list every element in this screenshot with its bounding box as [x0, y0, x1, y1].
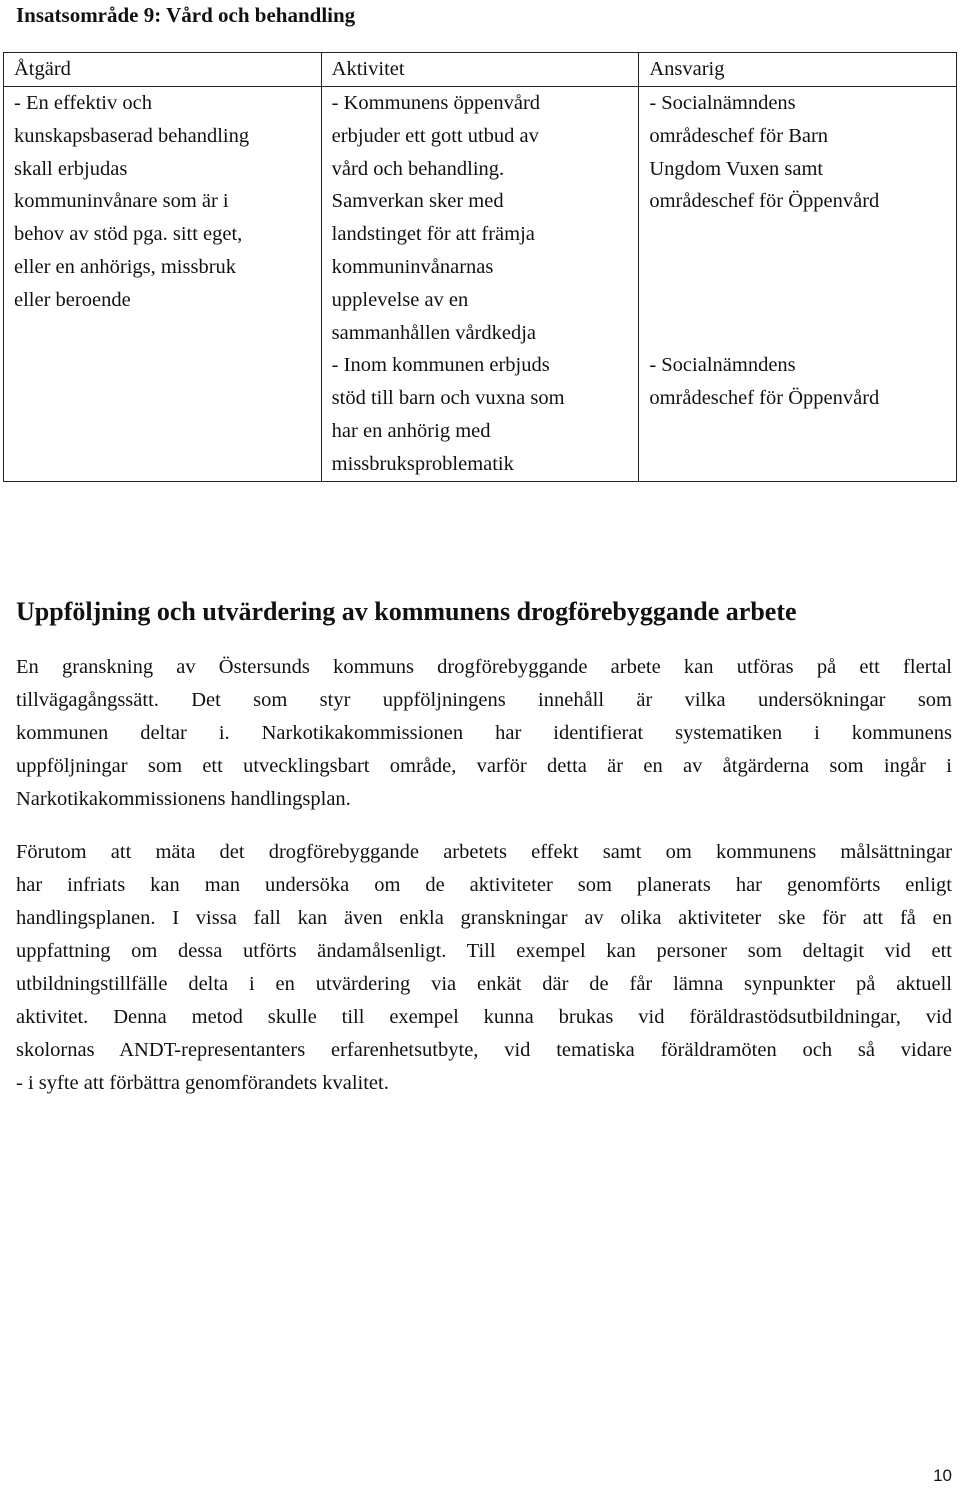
cell-ansvarig: [639, 87, 957, 482]
cell-line: Samverkan sker med: [331, 190, 504, 213]
cell-line: områdeschef för Barn: [649, 124, 829, 147]
paragraph-line: handlingsplanen. I vissa fall kan även enkla granskningar av olika aktiviteter ske för att få en: [16, 907, 952, 929]
paragraph-line: tillvägagångssätt. Det som styr uppföljningens innehåll är vilka undersökningar som: [16, 689, 952, 711]
cell-line: skall erbjudas: [14, 157, 128, 180]
page-number: 10: [933, 1466, 952, 1485]
paragraph-line: har infriats kan man undersöka om de aktiviteter som planerats har genomförts enligt: [16, 874, 952, 896]
cell-line: kommuninvånare som är i: [14, 190, 229, 213]
cell-line: kunskapsbaserad behandling: [14, 124, 250, 147]
paragraph-line: En granskning av Östersunds kommuns drogförebyggande arbete kan utföras på ett flertal: [16, 656, 952, 678]
section-title: Insatsområde 9: Vård och behandling: [16, 3, 356, 27]
cell-line: kommuninvånarnas: [331, 255, 494, 278]
paragraph-line: Förutom att mäta det drogförebyggande arbetets effekt samt om kommunens målsättningar: [16, 841, 952, 863]
cell-line: erbjuder ett gott utbud av: [331, 124, 539, 147]
cell-line: - Socialnämndens: [649, 92, 796, 114]
cell-line: Ungdom Vuxen samt: [649, 157, 824, 180]
cell-line: - En effektiv och: [14, 92, 152, 114]
cell-atgard: [4, 87, 322, 482]
cell-line: områdeschef för Öppenvård: [649, 387, 880, 410]
cell-line: har en anhörig med: [331, 419, 491, 442]
cell-line: behov av stöd pga. sitt eget,: [14, 223, 243, 246]
paragraph-line: uppföljningar som ett utvecklingsbart område, varför detta är en av åtgärderna som ingår i: [16, 755, 952, 777]
cell-line: stöd till barn och vuxna som: [331, 387, 565, 410]
cell-line: eller beroende: [14, 288, 131, 311]
paragraph-line: kommunen deltar i. Narkotikakommissionen har identifierat systematiken i kommunens: [16, 722, 952, 744]
table-header-row: [4, 53, 957, 87]
cell-line: - Inom kommunen erbjuds: [331, 354, 550, 377]
cell-line: vård och behandling.: [331, 157, 505, 180]
subsection-heading: Uppföljning och utvärdering av kommunens drogförebyggande arbete: [16, 597, 797, 626]
table-row: [4, 87, 957, 482]
cell-line: eller en anhörigs, missbruk: [14, 255, 237, 278]
action-plan-table: [3, 52, 957, 482]
cell-line: - Socialnämndens: [649, 354, 796, 377]
cell-spacer: [649, 218, 948, 349]
header-atgard: Åtgärd: [4, 53, 322, 87]
cell-aktivitet: [321, 87, 639, 482]
cell-line: sammanhållen vårdkedja: [331, 321, 537, 344]
paragraph-line: utbildningstillfälle delta i en utvärdering via enkät där de får lämna synpunkter på aktuell: [16, 973, 952, 995]
cell-line: upplevelse av en: [331, 288, 469, 311]
cell-line: landstinget för att främja: [331, 223, 535, 246]
header-ansvarig: Ansvarig: [639, 53, 957, 87]
cell-line: - Kommunens öppenvård: [331, 92, 541, 114]
header-aktivitet: Aktivitet: [321, 53, 639, 87]
paragraph-2: [16, 836, 952, 1100]
paragraph-line: uppfattning om dessa utförts ändamålsenligt. Till exempel kan personer som deltagit vid ett: [16, 940, 952, 962]
paragraph-line: aktivitet. Denna metod skulle till exempel kunna brukas vid föräldrastödsutbildningar, vid: [16, 1006, 952, 1028]
paragraph-1: [16, 651, 952, 816]
cell-line: områdeschef för Öppenvård: [649, 190, 880, 213]
paragraph-line: skolornas ANDT-representanters erfarenhetsutbyte, vid tematiska föräldramöten och så vidare: [16, 1039, 952, 1061]
paragraph-line: Narkotikakommissionens handlingsplan.: [16, 788, 351, 810]
paragraph-line: - i syfte att förbättra genomförandets kvalitet.: [16, 1072, 389, 1094]
cell-line: missbruksproblematik: [331, 452, 514, 475]
